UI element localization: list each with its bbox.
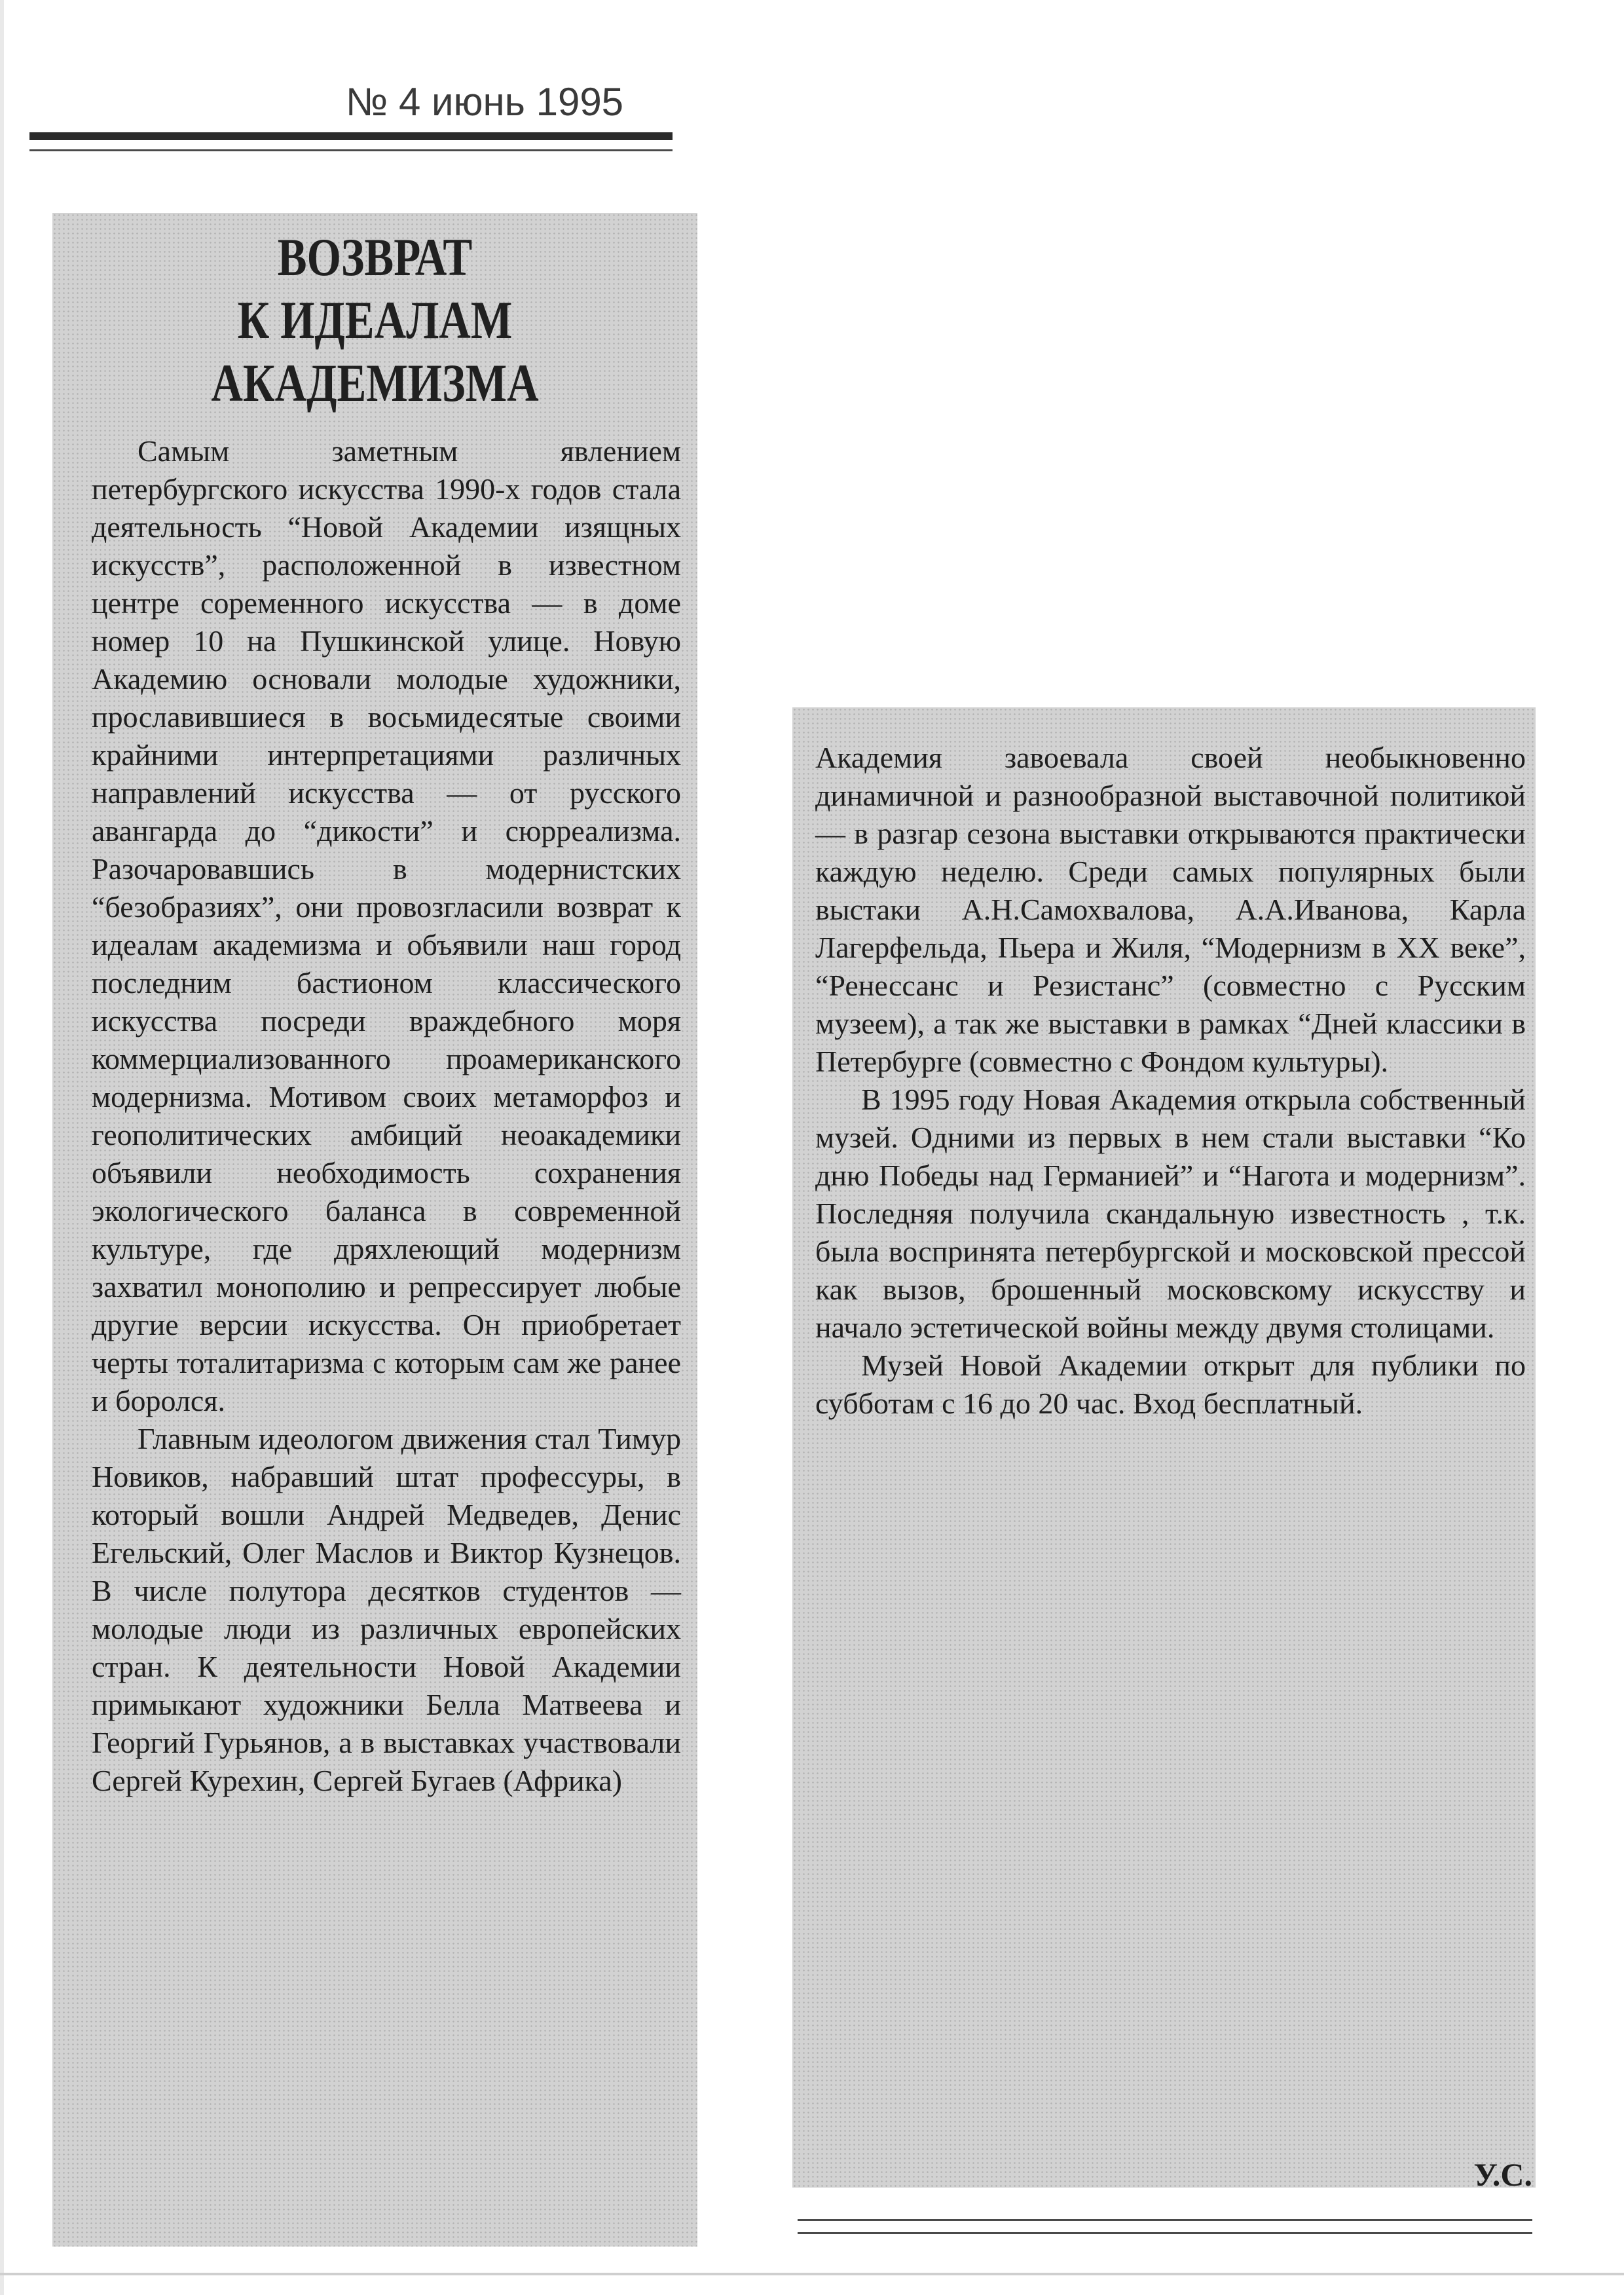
paragraph-4: В 1995 году Новая Академия открыла собственный музей. Одними из первых в нем стали выставки “Ко дню Победы над Германией” и “Нагота и модернизм”. Последняя получила скандальную известность , т.к. была воспринята петербургской и московской прессой как вызов, брошенный московскому искусству и начало эстетической войны между двумя столицами. [815,1083,1526,1344]
issue-date: № 4 июнь 1995 [345,80,624,124]
headline-line-2: К ИДЕАЛАМ [237,290,513,350]
paragraph-5: Музей Новой Академии открыт для публики по субботам с 16 до 20 час. Вход бесплатный. [815,1349,1526,1420]
headline-line-3: АКАДЕМИЗМА [211,353,539,413]
footer-rule-1 [798,2219,1532,2221]
left-column-text [92,432,681,1800]
header-rule-thick [29,132,673,140]
paragraph-1: Самым заметным явлением петербургского искусства 1990-х годов стала деятельность “Новой Академии изящных искусств”, расположенной в известном центре соременного искусства — в доме номер 10 на Пушкинской улице. Новую Академию основали молодые художники, прославившиеся в восьмидесятые своими крайними интерпретациями различных направлений искусства — от русского авангарда до “дикости” и сюрреализма. Разочаровавшись в модернистских “безобразиях”, они провозгласили возврат к идеалам академизма и объявили наш город последним бастионом классического искусства посреди враждебного моря коммерциализованного проамериканского модернизма. Мотивом своих метаморфоз и геополитических амбиций неоакадемики объявили необходимость сохранения экологического баланса в современной культуре, где дряхлеющий модернизм захватил монополию и репрессирует любые другие версии искусства. Он приобретает черты тоталитаризма с которым сам же ранее и боролся. [92,434,681,1417]
article-headline [52,226,697,415]
header-rule-thin [29,149,673,151]
author-signature: У.С. [1473,2156,1532,2193]
paragraph-2: Главным идеологом движения стал Тимур Новиков, набравший штат профессуры, в который вошли Андрей Медведев, Денис Егельский, Олег Маслов и Виктор Кузнецов. В числе полутора десятков студентов — молодые люди из различных европейских стран. К деятельности Новой Академии примыкают художники Белла Матвеева и Георгий Гурьянов, а в выставках участвовали Сергей Курехин, Сергей Бугаев (Африка) [92,1422,681,1797]
footer-rule-2 [798,2232,1532,2234]
paragraph-3: Академия завоевала своей необыкновенно динамичной и разнообразной выставочной политикой — в разгар сезона выставки открываются практически каждую неделю. Среди самых популярных были выстаки А.Н.Самохвалова, А.А.Иванова, Карла Лагерфельда, Пьера и Жиля, “Модернизм в XX веке”, “Ренессанс и Резистанс” (совместно с Русским музеем), а так же выставки в рамках “Дней классики в Петербурге (совместно с Фондом культуры). [815,741,1526,1078]
headline-line-1: ВОЗВРАТ [277,227,473,287]
right-column-text [815,739,1526,1423]
scan-bottom-edge [0,2273,1624,2275]
scan-edge [0,0,4,2295]
